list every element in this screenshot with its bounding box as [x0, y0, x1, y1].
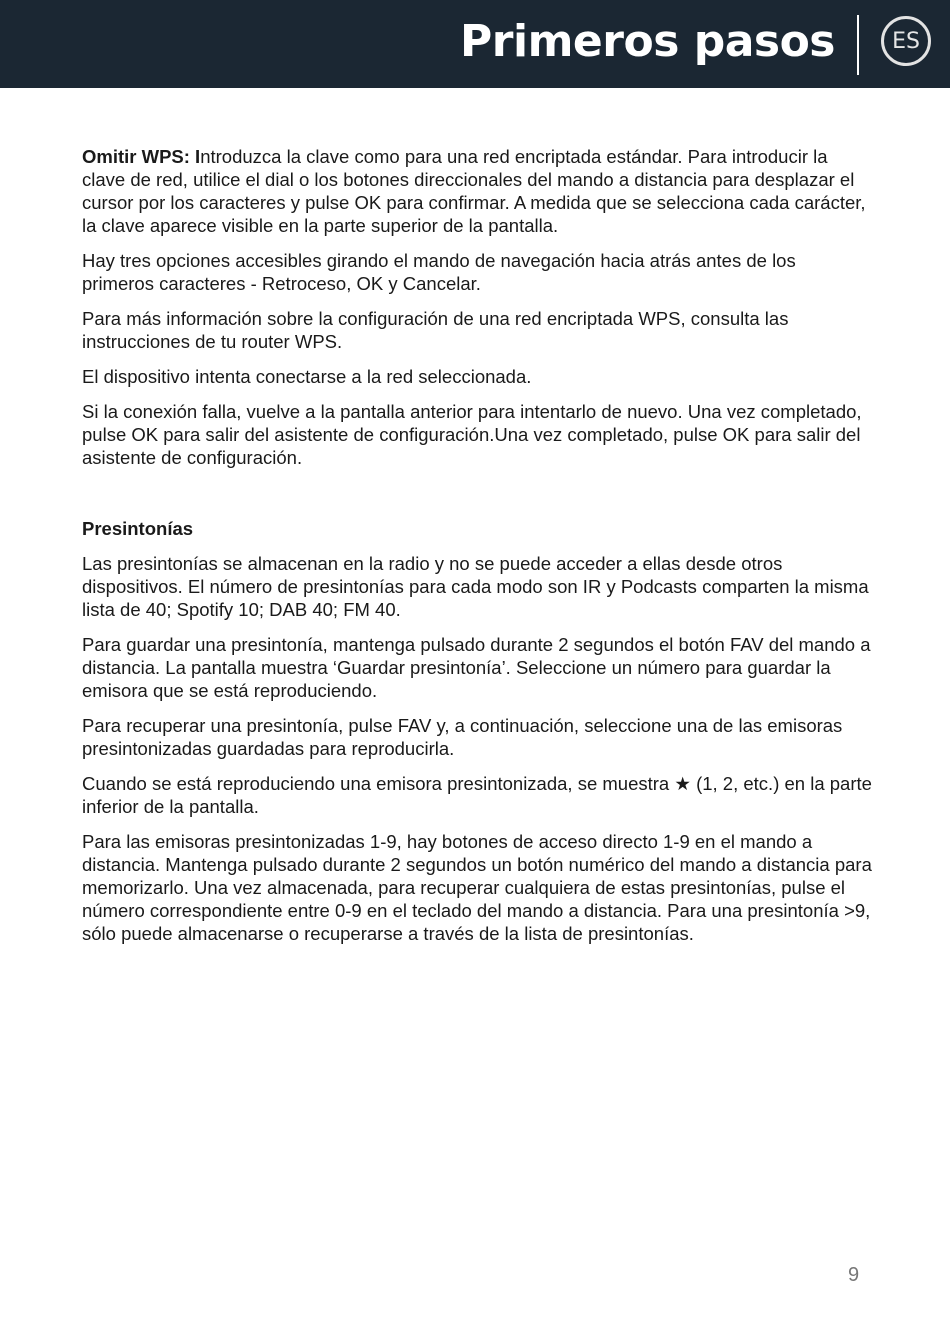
wps-paragraph-1 [82, 145, 872, 237]
presets-paragraph-5: Para las emisoras presintonizadas 1-9, hay botones de acceso directo 1-9 en el mando a distancia. Mantenga pulsado durante 2 segundos un botón numérico del mando a distancia para memorizarlo. Una vez almacenada, para recuperar cualquiera de estas presintonías, pulse el número correspondiente entre 0-9 en el teclado del mando a distancia. Para una presintonía >9, sólo puede almacenarse o recuperarse a través de la lista de presintonías. [82, 831, 872, 944]
wps-paragraph-1-text: ntroduzca la clave como para una red encriptada estándar. Para introducir la clave de red, utilice el dial o los botones direccionales del mando a distancia para desplazar el cursor por los caracteres y pulse OK para confirmar. A medida que se selecciona cada carácter, la clave aparece visible en la parte superior de la pantalla. [82, 146, 866, 236]
page-number: 9 [848, 1264, 860, 1286]
presets-paragraph-2: Para guardar una presintonía, mantenga pulsado durante 2 segundos el botón FAV del mando a distancia. La pantalla muestra ‘Guardar presintonía’. Seleccione un número para guardar la emisora que se está reproduciendo. [82, 634, 871, 701]
wps-paragraph-2: Hay tres opciones accesibles girando el mando de navegación hacia atrás antes de los primeros caracteres - Retroceso, OK y Cancelar. [82, 250, 796, 294]
page-header [0, 0, 950, 88]
wps-lead-label: Omitir WPS: I [82, 146, 201, 167]
presets-paragraph-4: Cuando se está reproduciendo una emisora presintonizada, se muestra ★ (1, 2, etc.) en la parte inferior de la pantalla. [82, 773, 872, 817]
presets-paragraph-3: Para recuperar una presintonía, pulse FAV y, a continuación, seleccione una de las emisoras presintonizadas guardadas para reproducirla. [82, 715, 843, 759]
presets-section-title: Presintonías [82, 518, 194, 539]
presets-paragraph-1: Las presintonías se almacenan en la radio y no se puede acceder a ellas desde otros dispositivos. El número de presintonías para cada modo son IR y Podcasts comparten la misma lista de 40; Spotify 10; DAB 40; FM 40. [82, 553, 869, 620]
wps-paragraph-5: Si la conexión falla, vuelve a la pantalla anterior para intentarlo de nuevo. Una vez completado, pulse OK para salir del asistente de configuración.Una vez completado, pulse OK para salir del asistente de configuración. [82, 401, 862, 468]
language-badge: ES [881, 16, 931, 66]
page-content [82, 145, 872, 957]
wps-paragraph-3: Para más información sobre la configuración de una red encriptada WPS, consulta las instrucciones de tu router WPS. [82, 308, 789, 352]
header-divider [857, 15, 859, 75]
wps-paragraph-4: El dispositivo intenta conectarse a la red seleccionada. [82, 366, 532, 387]
page-title: Primeros pasos [460, 16, 835, 67]
